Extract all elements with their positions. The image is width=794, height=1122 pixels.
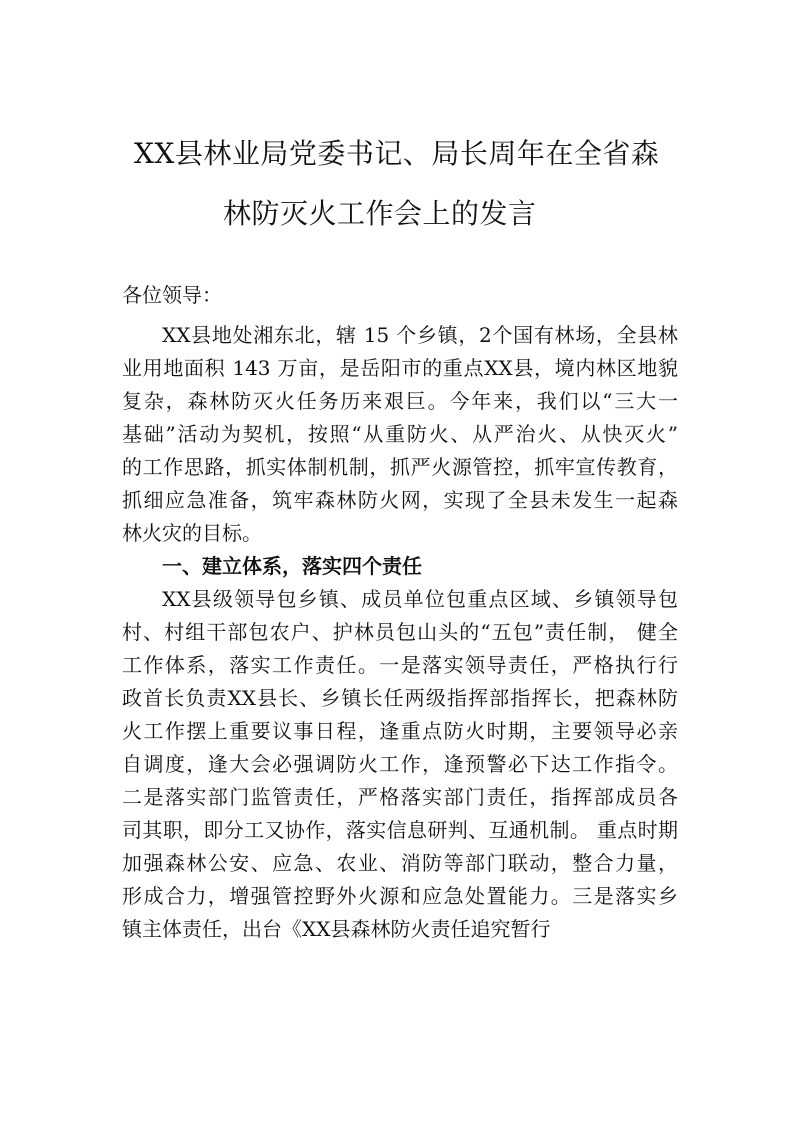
document-title-line-2: 林防灭火工作会上的发言	[223, 197, 537, 230]
paragraph-1-line-4: 基础”活动为契机，按照“从重防火、从严治火、从快灭火”	[122, 422, 678, 446]
paragraph-2-line-11: 镇主体责任，出台《XX县森林防火责任追究暂行	[122, 917, 551, 941]
paragraph-1-line-6: 抓细应急准备，筑牢森林防火网，实现了全县未发生一起森	[122, 488, 678, 512]
section-heading-1: 一、建立体系，落实四个责任	[162, 554, 422, 578]
paragraph-2-line-4: 政首长负责XX县长、乡镇长任两级指挥部指挥长，把森林防	[122, 686, 678, 710]
paragraph-1-line-1: XX县地处湘东北，辖 15 个乡镇，2个国有林场，全县林	[162, 323, 678, 347]
document-title-line-1: XX县林业局党委书记、局长周年在全省森	[134, 137, 660, 170]
paragraph-2-line-6: 自调度，逢大会必强调防火工作，逢预警必下达工作指令。	[122, 752, 678, 776]
paragraph-2-line-7: 二是落实部门监管责任，严格落实部门责任，指挥部成员各	[122, 785, 678, 809]
paragraph-2-line-10: 形成合力，增强管控野外火源和应急处置能力。三是落实乡	[122, 884, 678, 908]
paragraph-2-line-9: 加强森林公安、应急、农业、消防等部门联动，整合力量，	[122, 851, 678, 875]
paragraph-2-line-1: XX县级领导包乡镇、成员单位包重点区域、乡镇领导包	[162, 587, 678, 611]
paragraph-2-line-5: 火工作摆上重要议事日程，逢重点防火时期，主要领导必亲	[122, 719, 678, 743]
paragraph-1-line-7: 林火灾的目标。	[122, 521, 262, 545]
paragraph-2-line-2: 村、村组干部包农户、护林员包山头的“五包”责任制， 健全	[122, 620, 678, 644]
paragraph-2-line-8: 司其职，即分工又协作，落实信息研判、互通机制。 重点时期	[122, 818, 678, 842]
paragraph-1-line-2: 业用地面积 143 万亩，是岳阳市的重点XX县，境内林区地貌	[122, 356, 678, 380]
paragraph-2-line-3: 工作体系，落实工作责任。一是落实领导责任，严格执行行	[122, 653, 678, 677]
salutation: 各位领导：	[122, 283, 222, 307]
paragraph-1-line-5: 的工作思路，抓实体制机制，抓严火源管控，抓牢宣传教育，	[122, 455, 678, 479]
paragraph-1-line-3: 复杂，森林防灭火任务历来艰巨。今年来，我们以“三大一	[122, 389, 678, 413]
